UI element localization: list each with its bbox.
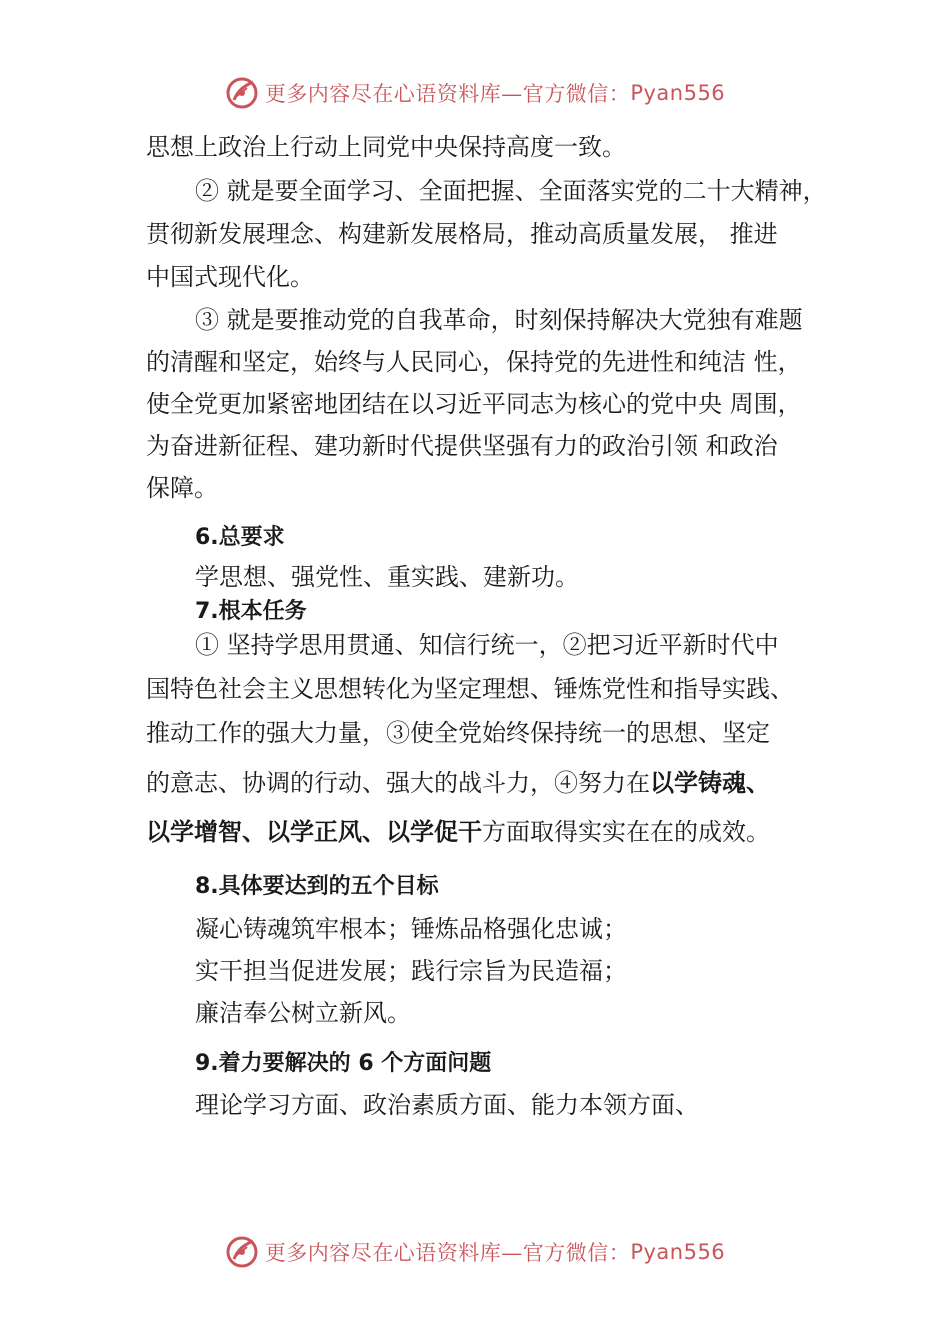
section8-line2: 实干担当促进发展；践行宗旨为民造福； <box>195 957 627 985</box>
watermark-logo-icon <box>225 1235 259 1269</box>
section6-heading: 6.总要求 <box>195 525 285 550</box>
section8-heading: 8.具体要达到的五个目标 <box>195 874 439 899</box>
footer-watermark <box>0 1232 950 1272</box>
section7-heading: 7.根本任务 <box>195 599 307 624</box>
para3-line2: 的清醒和坚定，始终与人民同心，保持党的先进性和纯洁 性， <box>146 348 802 376</box>
section7-line4-text: 的意志、协调的行动、强大的战斗力，④努力在 <box>146 769 650 797</box>
watermark-wechat-id: Pyan556 <box>630 81 726 105</box>
para3-line1: ③ 就是要推动党的自我革命，时刻保持解决大党独有难题 <box>195 306 803 334</box>
header-watermark <box>0 73 950 113</box>
section9-line1: 理论学习方面、政治素质方面、能力本领方面、 <box>195 1091 699 1119</box>
para3-line4: 为奋进新征程、建功新时代提供坚强有力的政治引领 和政治 <box>146 432 778 460</box>
section7-line5-emphasis: 以学增智、以学正风、以学促干 <box>146 818 482 846</box>
section8-line3: 廉洁奉公树立新风。 <box>195 999 411 1027</box>
section9-heading: 9.着力要解决的 6 个方面问题 <box>195 1051 492 1076</box>
para2-line1: ② 就是要全面学习、全面把握、全面落实党的二十大精神， <box>195 177 827 205</box>
section7-line5-text: 方面取得实实在在的成效。 <box>482 818 770 846</box>
section8-line1: 凝心铸魂筑牢根本；锤炼品格强化忠诚； <box>195 915 627 943</box>
para3-line3: 使全党更加紧密地团结在以习近平同志为核心的党中央 周围， <box>146 390 802 418</box>
watermark-text: 更多内容尽在心语资料库—官方微信： <box>264 82 631 106</box>
para1-line1: 思想上政治上行动上同党中央保持高度一致。 <box>146 133 626 161</box>
section6-line1: 学思想、强党性、重实践、建新功。 <box>195 563 579 591</box>
para3-line5: 保障。 <box>146 474 218 502</box>
section7-line5 <box>146 817 770 847</box>
watermark-logo-icon <box>225 76 259 110</box>
section7-line2: 国特色社会主义思想转化为坚定理想、锤炼党性和指导实践、 <box>146 675 794 703</box>
watermark-wechat-id: Pyan556 <box>630 1240 726 1264</box>
para2-line2: 贯彻新发展理念、构建新发展格局，推动高质量发展， 推进 <box>146 220 778 248</box>
watermark-text: 更多内容尽在心语资料库—官方微信： <box>264 1241 631 1265</box>
section7-line3: 推动工作的强大力量，③使全党始终保持统一的思想、坚定 <box>146 719 770 747</box>
section7-line4 <box>146 768 770 798</box>
section7-line4-emphasis: 以学铸魂、 <box>650 769 770 797</box>
para2-line3: 中国式现代化。 <box>146 263 314 291</box>
section7-line1: ① 坚持学思用贯通、知信行统一，②把习近平新时代中 <box>195 631 779 659</box>
